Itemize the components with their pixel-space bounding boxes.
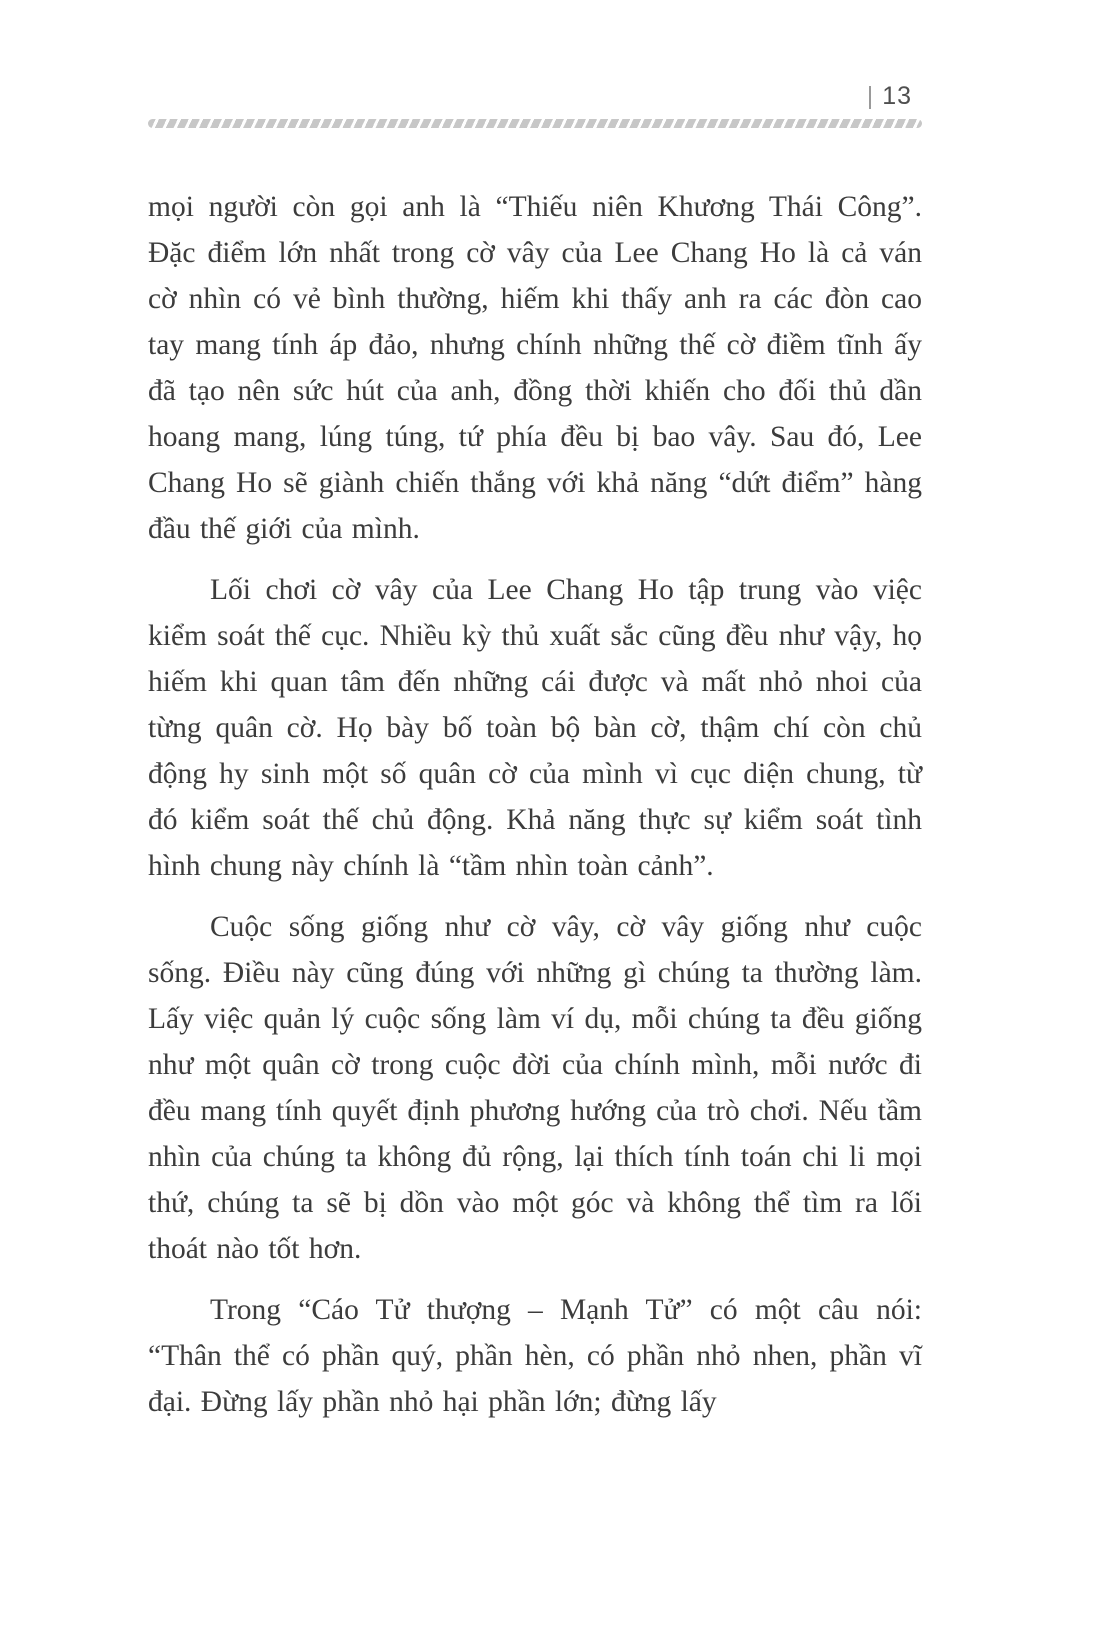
paragraph: Lối chơi cờ vây của Lee Chang Ho tập trung vào việc kiểm soát thế cục. Nhiều kỳ thủ xuất sắc cũng đều như vậy, họ hiếm khi quan tâm đến những cái được và mất nhỏ nhoi của từng quân cờ. Họ bày bố toàn bộ bàn cờ, thậm chí còn chủ động hy sinh một số quân cờ của mình vì cục diện chung, từ đó kiểm soát thế chủ động. Khả năng thực sự kiểm soát tình hình chung này chính là “tầm nhìn toàn cảnh”. bbox=[148, 574, 922, 882]
decorative-rule bbox=[148, 119, 922, 128]
page-number: 13 bbox=[882, 82, 912, 110]
text-column bbox=[148, 82, 922, 1440]
body-text bbox=[148, 184, 922, 1425]
page-number-separator: | bbox=[866, 82, 874, 110]
page-header bbox=[148, 82, 922, 111]
paragraph: mọi người còn gọi anh là “Thiếu niên Khương Thái Công”. Đặc điểm lớn nhất trong cờ vây của Lee Chang Ho là cả ván cờ nhìn có vẻ bình thường, hiếm khi thấy anh ra các đòn cao tay mang tính áp đảo, nhưng chính những thế cờ điềm tĩnh ấy đã tạo nên sức hút của anh, đồng thời khiến cho đối thủ dần hoang mang, lúng túng, tứ phía đều bị bao vây. Sau đó, Lee Chang Ho sẽ giành chiến thắng với khả năng “dứt điểm” hàng đầu thế giới của mình. bbox=[148, 191, 922, 545]
paragraph: Cuộc sống giống như cờ vây, cờ vây giống như cuộc sống. Điều này cũng đúng với những gì chúng ta thường làm. Lấy việc quản lý cuộc sống làm ví dụ, mỗi chúng ta đều giống như một quân cờ trong cuộc đời của chính mình, mỗi nước đi đều mang tính quyết định phương hướng của trò chơi. Nếu tầm nhìn của chúng ta không đủ rộng, lại thích tính toán chi li mọi thứ, chúng ta sẽ bị dồn vào một góc và không thể tìm ra lối thoát nào tốt hơn. bbox=[148, 911, 922, 1265]
paragraph: Trong “Cáo Tử thượng – Mạnh Tử” có một câu nói: “Thân thể có phần quý, phần hèn, có phần nhỏ nhen, phần vĩ đại. Đừng lấy phần nhỏ hại phần lớn; đừng lấy bbox=[148, 1294, 922, 1418]
